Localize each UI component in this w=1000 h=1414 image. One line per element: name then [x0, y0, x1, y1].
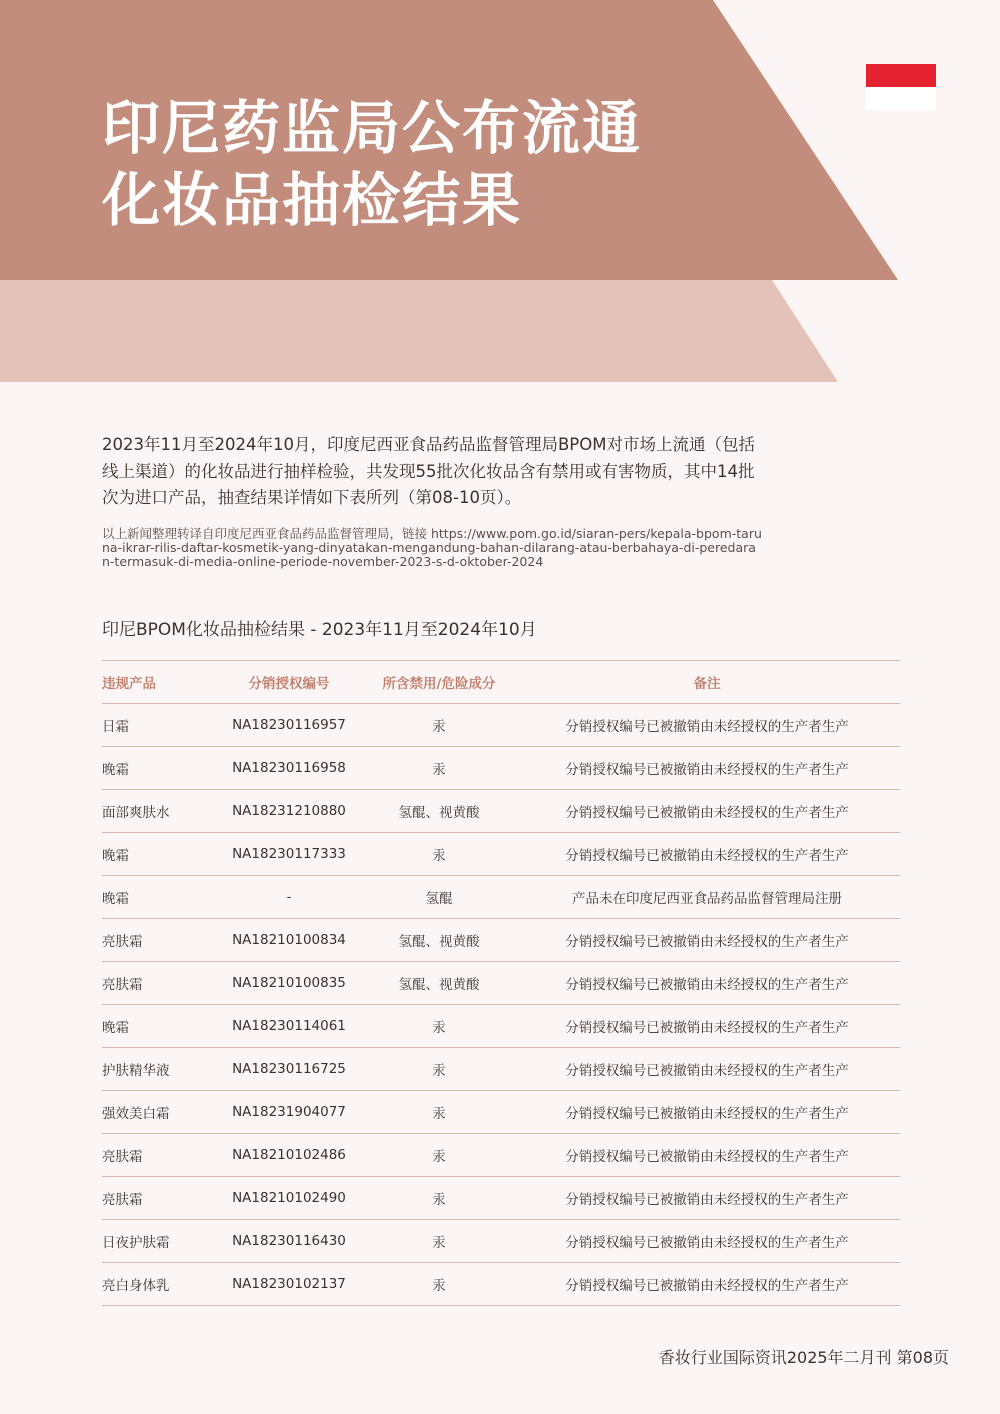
page-footer: 香妆行业国际资讯2025年二月刊 第08页 — [658, 1348, 949, 1367]
table-header-row — [102, 661, 900, 704]
cell-banned-ingredient: 汞 — [364, 747, 514, 790]
table-row — [102, 1263, 900, 1306]
cell-remarks: 分销授权编号已被撤销由未经授权的生产者生产 — [514, 833, 900, 876]
table-row — [102, 790, 900, 833]
cell-product: 日夜护肤霜 — [102, 1220, 214, 1263]
cell-banned-ingredient: 氢醌、视黄酸 — [364, 790, 514, 833]
cell-authorization-number: NA18210100835 — [214, 962, 364, 1005]
table-row — [102, 1091, 900, 1134]
cell-banned-ingredient: 汞 — [364, 1134, 514, 1177]
header-product: 违规产品 — [102, 661, 214, 704]
table-title: 印尼BPOM化妆品抽检结果 - 2023年11月至2024年10月 — [102, 620, 537, 640]
cell-remarks: 分销授权编号已被撤销由未经授权的生产者生产 — [514, 919, 900, 962]
cell-banned-ingredient: 氢醌 — [364, 876, 514, 919]
cell-remarks: 产品未在印度尼西亚食品药品监督管理局注册 — [514, 876, 900, 919]
cell-banned-ingredient: 汞 — [364, 1048, 514, 1091]
cell-authorization-number: NA18231210880 — [214, 790, 364, 833]
cell-remarks: 分销授权编号已被撤销由未经授权的生产者生产 — [514, 704, 900, 747]
banner-light — [0, 280, 838, 382]
results-table — [102, 660, 900, 1306]
cell-product: 强效美白霜 — [102, 1091, 214, 1134]
header-banned-ingredient: 所含禁用/危险成分 — [364, 661, 514, 704]
cell-banned-ingredient: 汞 — [364, 1263, 514, 1306]
flag-white-stripe — [866, 87, 936, 110]
cell-product: 亮肤霜 — [102, 1134, 214, 1177]
header-authorization-number: 分销授权编号 — [214, 661, 364, 704]
page-title-line-2: 化妆品抽检结果 — [102, 166, 523, 234]
cell-banned-ingredient: 汞 — [364, 1005, 514, 1048]
cell-authorization-number: NA18230116958 — [214, 747, 364, 790]
cell-remarks: 分销授权编号已被撤销由未经授权的生产者生产 — [514, 1177, 900, 1220]
table-row — [102, 919, 900, 962]
cell-product: 亮白身体乳 — [102, 1263, 214, 1306]
cell-authorization-number: NA18230117333 — [214, 833, 364, 876]
cell-authorization-number: NA18210102486 — [214, 1134, 364, 1177]
page-title-line-1: 印尼药监局公布流通 — [102, 94, 643, 162]
cell-banned-ingredient: 汞 — [364, 1091, 514, 1134]
table-row — [102, 962, 900, 1005]
cell-authorization-number: NA18210100834 — [214, 919, 364, 962]
table-row — [102, 747, 900, 790]
table-row — [102, 833, 900, 876]
cell-product: 晚霜 — [102, 747, 214, 790]
cell-authorization-number: - — [214, 876, 364, 919]
table-row — [102, 1177, 900, 1220]
cell-remarks: 分销授权编号已被撤销由未经授权的生产者生产 — [514, 1005, 900, 1048]
cell-product: 晚霜 — [102, 876, 214, 919]
cell-remarks: 分销授权编号已被撤销由未经授权的生产者生产 — [514, 962, 900, 1005]
cell-product: 亮肤霜 — [102, 962, 214, 1005]
cell-remarks: 分销授权编号已被撤销由未经授权的生产者生产 — [514, 1263, 900, 1306]
cell-banned-ingredient: 汞 — [364, 1177, 514, 1220]
cell-remarks: 分销授权编号已被撤销由未经授权的生产者生产 — [514, 1134, 900, 1177]
cell-banned-ingredient: 汞 — [364, 833, 514, 876]
cell-banned-ingredient: 氢醌、视黄酸 — [364, 919, 514, 962]
cell-product: 护肤精华液 — [102, 1048, 214, 1091]
table-body — [102, 704, 900, 1306]
cell-authorization-number: NA18230116430 — [214, 1220, 364, 1263]
intro-paragraph: 2023年11月至2024年10月，印度尼西亚食品药品监督管理局BPOM对市场上流通（包括线上渠道）的化妆品进行抽样检验，共发现55批次化妆品含有禁用或有害物质，其中14批次为进口产品，抽查结果详情如下表所列（第08-10页）。 — [102, 435, 755, 507]
cell-authorization-number: NA18230102137 — [214, 1263, 364, 1306]
table-row — [102, 1220, 900, 1263]
table-row — [102, 1134, 900, 1177]
cell-authorization-number: NA18210102490 — [214, 1177, 364, 1220]
cell-remarks: 分销授权编号已被撤销由未经授权的生产者生产 — [514, 790, 900, 833]
table-row — [102, 704, 900, 747]
flag-red-stripe — [866, 64, 936, 87]
indonesia-flag — [866, 64, 936, 110]
cell-product: 亮肤霜 — [102, 1177, 214, 1220]
cell-product: 晚霜 — [102, 833, 214, 876]
source-note: 以上新闻整理转译自印度尼西亚食品药品监督管理局，链接 https://www.pom.go.id/siaran-pers/kepala-bpom-taruna-ikrar-rilis-daftar-kosmetik-yang-dinyatakan-mengandung-bahan-dilarang-atau-berbahaya-di-peredaran-termasuk-di-media-online-periode-november-2023-s-d-oktober-2024 — [102, 526, 762, 569]
cell-authorization-number: NA18231904077 — [214, 1091, 364, 1134]
cell-product: 亮肤霜 — [102, 919, 214, 962]
cell-product: 面部爽肤水 — [102, 790, 214, 833]
table-row — [102, 1005, 900, 1048]
cell-authorization-number: NA18230116957 — [214, 704, 364, 747]
cell-banned-ingredient: 氢醌、视黄酸 — [364, 962, 514, 1005]
cell-authorization-number: NA18230116725 — [214, 1048, 364, 1091]
cell-banned-ingredient: 汞 — [364, 704, 514, 747]
cell-remarks: 分销授权编号已被撤销由未经授权的生产者生产 — [514, 1220, 900, 1263]
cell-authorization-number: NA18230114061 — [214, 1005, 364, 1048]
table-row — [102, 876, 900, 919]
table-row — [102, 1048, 900, 1091]
cell-remarks: 分销授权编号已被撤销由未经授权的生产者生产 — [514, 1048, 900, 1091]
cell-remarks: 分销授权编号已被撤销由未经授权的生产者生产 — [514, 1091, 900, 1134]
page-title — [102, 92, 642, 236]
cell-product: 日霜 — [102, 704, 214, 747]
header-remarks: 备注 — [514, 661, 900, 704]
cell-product: 晚霜 — [102, 1005, 214, 1048]
cell-banned-ingredient: 汞 — [364, 1220, 514, 1263]
cell-remarks: 分销授权编号已被撤销由未经授权的生产者生产 — [514, 747, 900, 790]
